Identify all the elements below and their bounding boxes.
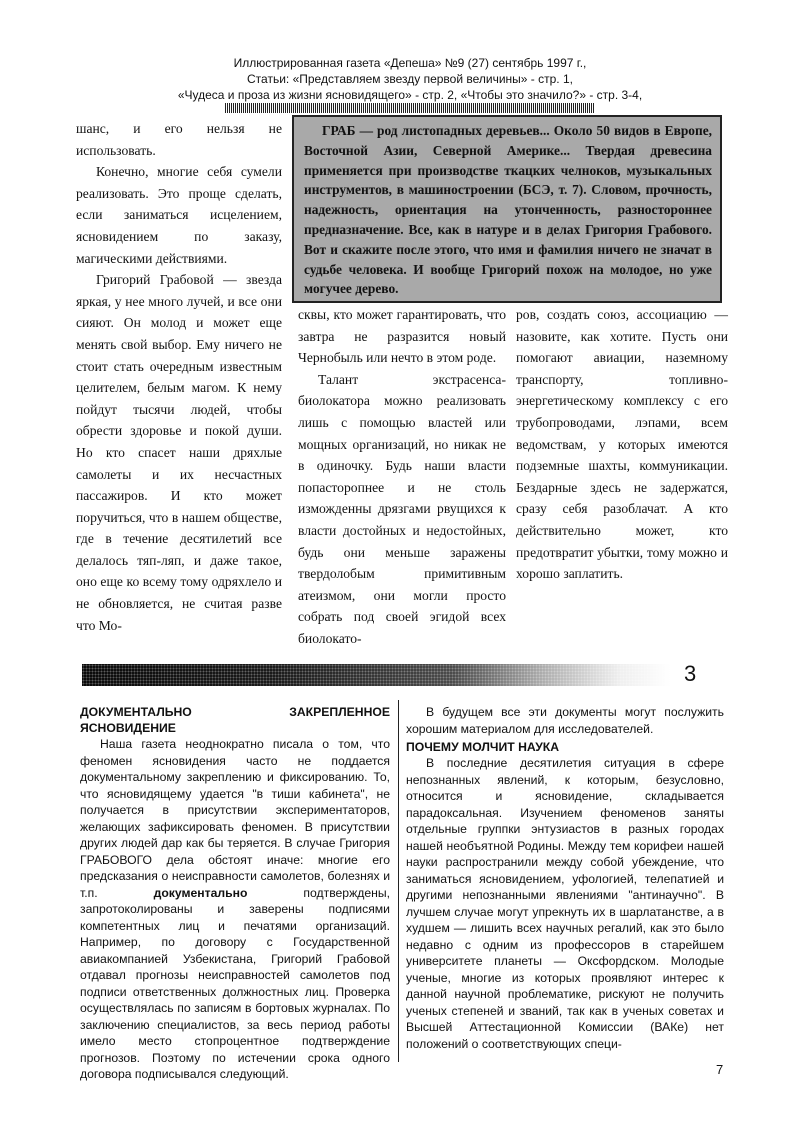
top-column-1	[76, 118, 282, 636]
article-heading: ДОКУМЕНТАЛЬНО ЗАКРЕПЛЕННОЕ ЯСНОВИДЕНИЕ	[80, 705, 390, 735]
bold-word: документально	[153, 885, 248, 900]
paragraph: ров, создать союз, ассоциацию — назовите, как хотите. Пусть они помогают авиации, наземному транспорту, топливно-энергетическому комплексу с его трубопроводами, лэпами, всем ведомствам, у которых имеются подземные шахты, коммуникации. Бездарные здесь не задержатся, сразу себя разоблачат. А кто действительно может, кто предотвратит убытки, тому можно и хорошо заплатить.	[516, 307, 728, 582]
callout-text: ГРАБ — род листопадных деревьев... Около 50 видов в Европе, Восточной Азии, Северной Америке... Твердая древесина применяется при производстве ткацких челноков, музыкальных инструментов, в машиностроении (БСЭ, т. 7). Словом, прочность, надежность, ориентация на утонченность, разностороннее предназначение. Все, как в натуре и в делах Григория Грабового. Вот и скажите после этого, что имя и фамилия ничего не значат в судьбе человека. И вообще Григорий похож на молодое, но уже могучее дерево.	[304, 123, 712, 297]
page-number: 7	[716, 1062, 724, 1077]
header-line-3: «Чудеса и проза из жизни ясновидящего» - стр. 2, «Чтобы это значило?» - стр. 3-4,	[177, 88, 643, 102]
paragraph: Конечно, многие себя сумели реализовать. Это проще сделать, если заниматься исцелением, ясновидением по заказу, магическими действиями.	[76, 164, 282, 266]
header-line-2: Статьи: «Представляем звезду первой величины» - стр. 1,	[247, 72, 573, 86]
paragraph	[80, 736, 390, 1083]
section-page-number: 3	[684, 661, 697, 686]
column-divider	[398, 700, 399, 1062]
paragraph: В будущем все эти документы могут послужить хорошим материалом для исследователей.	[406, 705, 724, 736]
right-article	[406, 704, 724, 1052]
paragraph: шанс, и его нельзя не использовать.	[76, 121, 282, 158]
paragraph: сквы, кто может гарантировать, что завтра не разразится новый Чернобыль или нечто в этом роде.	[298, 307, 506, 366]
top-column-3	[516, 304, 728, 585]
header-rule	[225, 103, 595, 113]
header-line-1: Иллюстрированная газета «Депеша» №9 (27) сентябрь 1997 г.,	[233, 56, 587, 70]
banner-halftone	[82, 664, 722, 686]
text-after-bold: подтверждены, запротоколированы и заверены подписями компетентных лиц и печатями организаций. Например, по договору с Государственной авиакомпанией Узбекистана, Григорий Грабовой отдавал прогнозы неисправностей самолетов под подписи ответственных должностных лиц. Проверка осуществлялась по записям в бортовых журналах. По заключению специалистов, за весь период работы имело место стопроцентное подтверждение прогнозов. Поэтому по истечении срока одного договора подписывался следующий.	[80, 885, 391, 1081]
article-heading: ПОЧЕМУ МОЛЧИТ НАУКА	[406, 740, 560, 754]
callout-box	[292, 115, 722, 303]
page-header	[120, 55, 700, 113]
paragraph: Талант экстрасенса-биолокатора можно реализовать лишь с помощью властей или мощных организаций, но никак не в одиночку. Будь наши власти попасторопнее и не столь изможденны дрязгами рвущихся к власти достойных и недостойных, будь они меньше заражены твердолобым примитивным атеизмом, они могли просто собрать под своей эгидой всех биолокато-	[298, 371, 506, 646]
paragraph: Григорий Грабовой — звезда яркая, у нее много лучей, и все они сияют. Он молод и может еще менять свой выбор. Ему ничего не стоит стать очередным известным целителем, белым магом. К нему пойдут тысячи людей, чтобы обрести здоровье и покой души. Но кто спасет наши дряхлые самолеты и их несчастных пассажиров. И кто может поручиться, что в нашем обществе, где в течение десятилетий все делалось тяп-ляп, и даже такое, оно еще ко всему тому одряхлело и не обновляется, не считая разве что Мо-	[76, 272, 282, 633]
text-before-bold: Наша газета неоднократно писала о том, что феномен ясновидения часто не поддается документальному закреплению и фиксированию. То, что ясновидящему удается "в тиши кабинета", не получается в присутствии экспериментаторов, желающих зафиксировать феномен. В присутствии других людей дар как бы теряется. В случае Григория ГРАБОВОГО дела обстоят иначе: многие его предсказания о неисправности самолетов, болезнях и т.п.	[80, 737, 390, 900]
left-article	[80, 704, 390, 1083]
section-banner	[82, 664, 722, 686]
paragraph: В последние десятилетия ситуация в сфере непознанных явлений, к которым, безусловно, относится и ясновидение, складывается парадоксальная. Изучением феноменов заняты отдельные группки энтузиастов в разных городах нашей необъятной Родины. Между тем корифеи нашей науки распространили между собой убеждение, что заниматься ясновидением, уфологией, телепатией и другими непознанными явлениями "антинаучно". В лучшем случае могут упрекнуть их в шарлатанстве, а в худшем — лишить всех научных регалий, как это было недавно с одним из профессоров в старейшем университете планеты — Оксфордском. Молодые ученые, многие из которых проявляют интерес к данной научной проблематике, рискуют не получить ученых степеней и званий, так как в ученых советах и Высшей Аттестационной Комиссии (ВАКе) нет положений о соответствующих специ-	[406, 756, 724, 1051]
top-column-2	[298, 304, 506, 650]
